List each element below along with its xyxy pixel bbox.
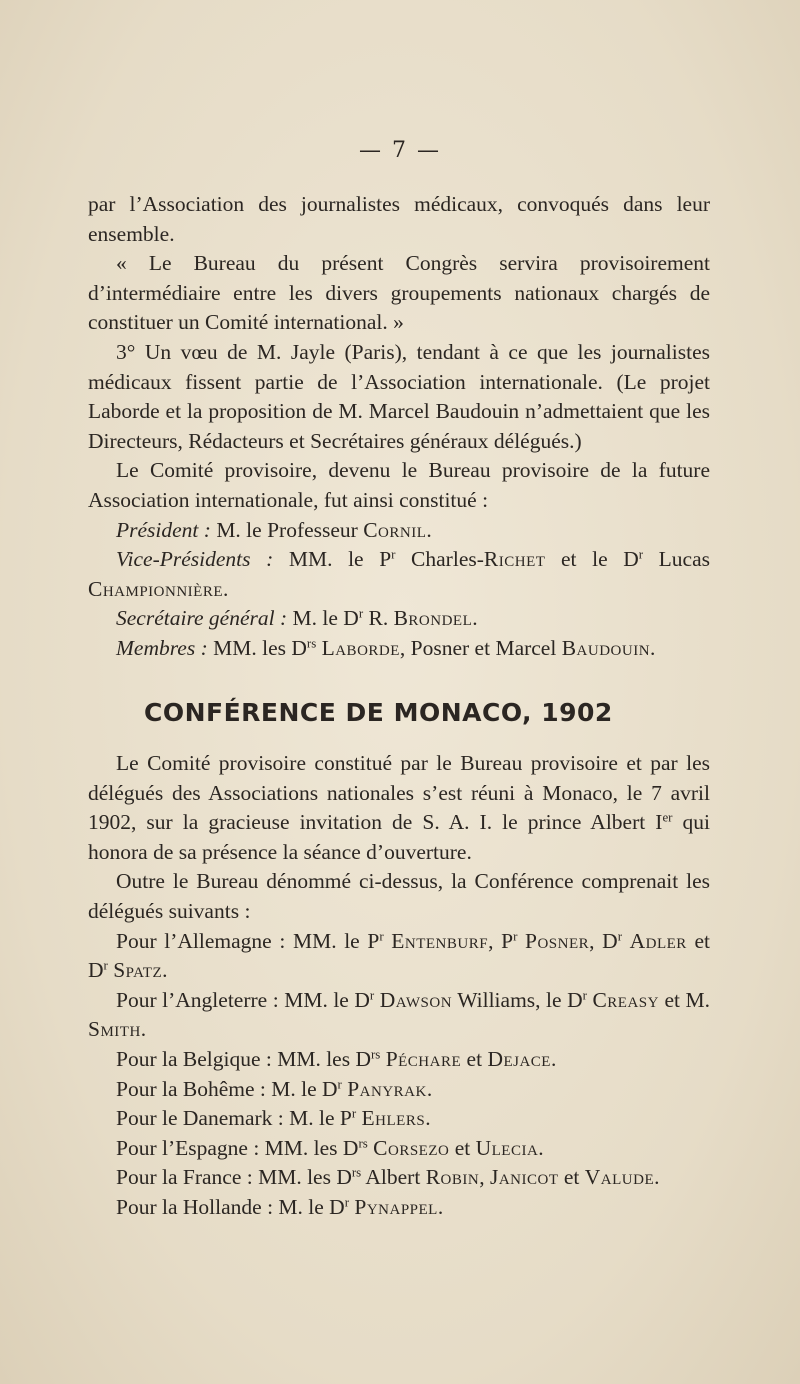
delegates-hollande: Pour la Hollande : M. le $D^r$ Pynappel. xyxy=(116,1195,444,1219)
page-number: — 7 — xyxy=(359,138,441,163)
delegates-espagne: Pour l’Espagne : MM. les $D^{rs}$ Corsezo et Ulecia. xyxy=(116,1135,544,1160)
bureau-members: Membres : MM. les $D^{rs}$ Laborde, Posner et Marcel Baudouin. xyxy=(116,635,656,660)
bureau-vice-presidents: Vice-Présidents : MM. le $P^r$ Charles-Richet et le $D^r$ Lucas Championnière. xyxy=(88,547,710,601)
paragraph: Le Comité provisoire, devenu le Bureau provisoire de la future Association internationale, fut ainsi constitué : xyxy=(88,458,710,512)
delegates-danemark: Pour le Danemark : M. le $P^r$ Ehlers. xyxy=(116,1106,431,1131)
delegates-france: Pour la France : MM. les $D^{rs}$ Albert Robin, Janicot et Valude. xyxy=(116,1165,660,1190)
bureau-president: Président : M. le Professeur Cornil. xyxy=(116,517,432,542)
paragraph: par l’Association des journalistes médicaux, convoqués dans leur ensemble. xyxy=(88,192,710,246)
section-heading: CONFÉRENCE DE MONACO, 1902 xyxy=(144,697,613,727)
delegates-belgique: Pour la Belgique : MM. les $D^{rs}$ Péchare et Dejace. xyxy=(116,1047,557,1072)
delegates-allemagne: Pour l’Allemagne : MM. le $P^r$ Entenburf, $P^r$ Posner, $D^r$ Adler et $D^r$ Spatz. xyxy=(88,928,710,983)
paragraph: « Le Bureau du présent Congrès servira provisoirement d’intermédiaire entre les divers groupements nationaux chargés de constituer un Comité international. » xyxy=(88,251,710,335)
delegates-boheme: Pour la Bohême : M. le $D^r$ Panyrak. xyxy=(116,1076,433,1101)
paragraph: 3° Un vœu de M. Jayle (Paris), tendant à ce que les journalistes médicaux fissent partie de l’Association internationale. (Le projet Laborde et la proposition de M. Marcel Baudouin n’admettaient que les Directeurs, Rédacteurs et Secrétaires généraux délégués.) xyxy=(88,339,710,453)
bureau-secretary: Secrétaire général : M. le $D^r$ R. Brondel. xyxy=(116,606,478,631)
paragraph: Outre le Bureau dénommé ci-dessus, la Conférence comprenait les délégués suivants : xyxy=(88,869,710,924)
body-text xyxy=(88,190,710,1223)
delegates-angleterre: Pour l’Angleterre : MM. le $D^r$ Dawson Williams, le $D^r$ Creasy et M. Smith. xyxy=(88,987,711,1042)
paragraph: Le Comité provisoire constitué par le Bureau provisoire et par les délégués des Associations nationales s’est réuni à Monaco, le 7 avril 1902, sur la gracieuse invitation de S. A. I. le prince Albert Ier qui honora de sa présence la séance d’ouverture. xyxy=(88,751,710,864)
